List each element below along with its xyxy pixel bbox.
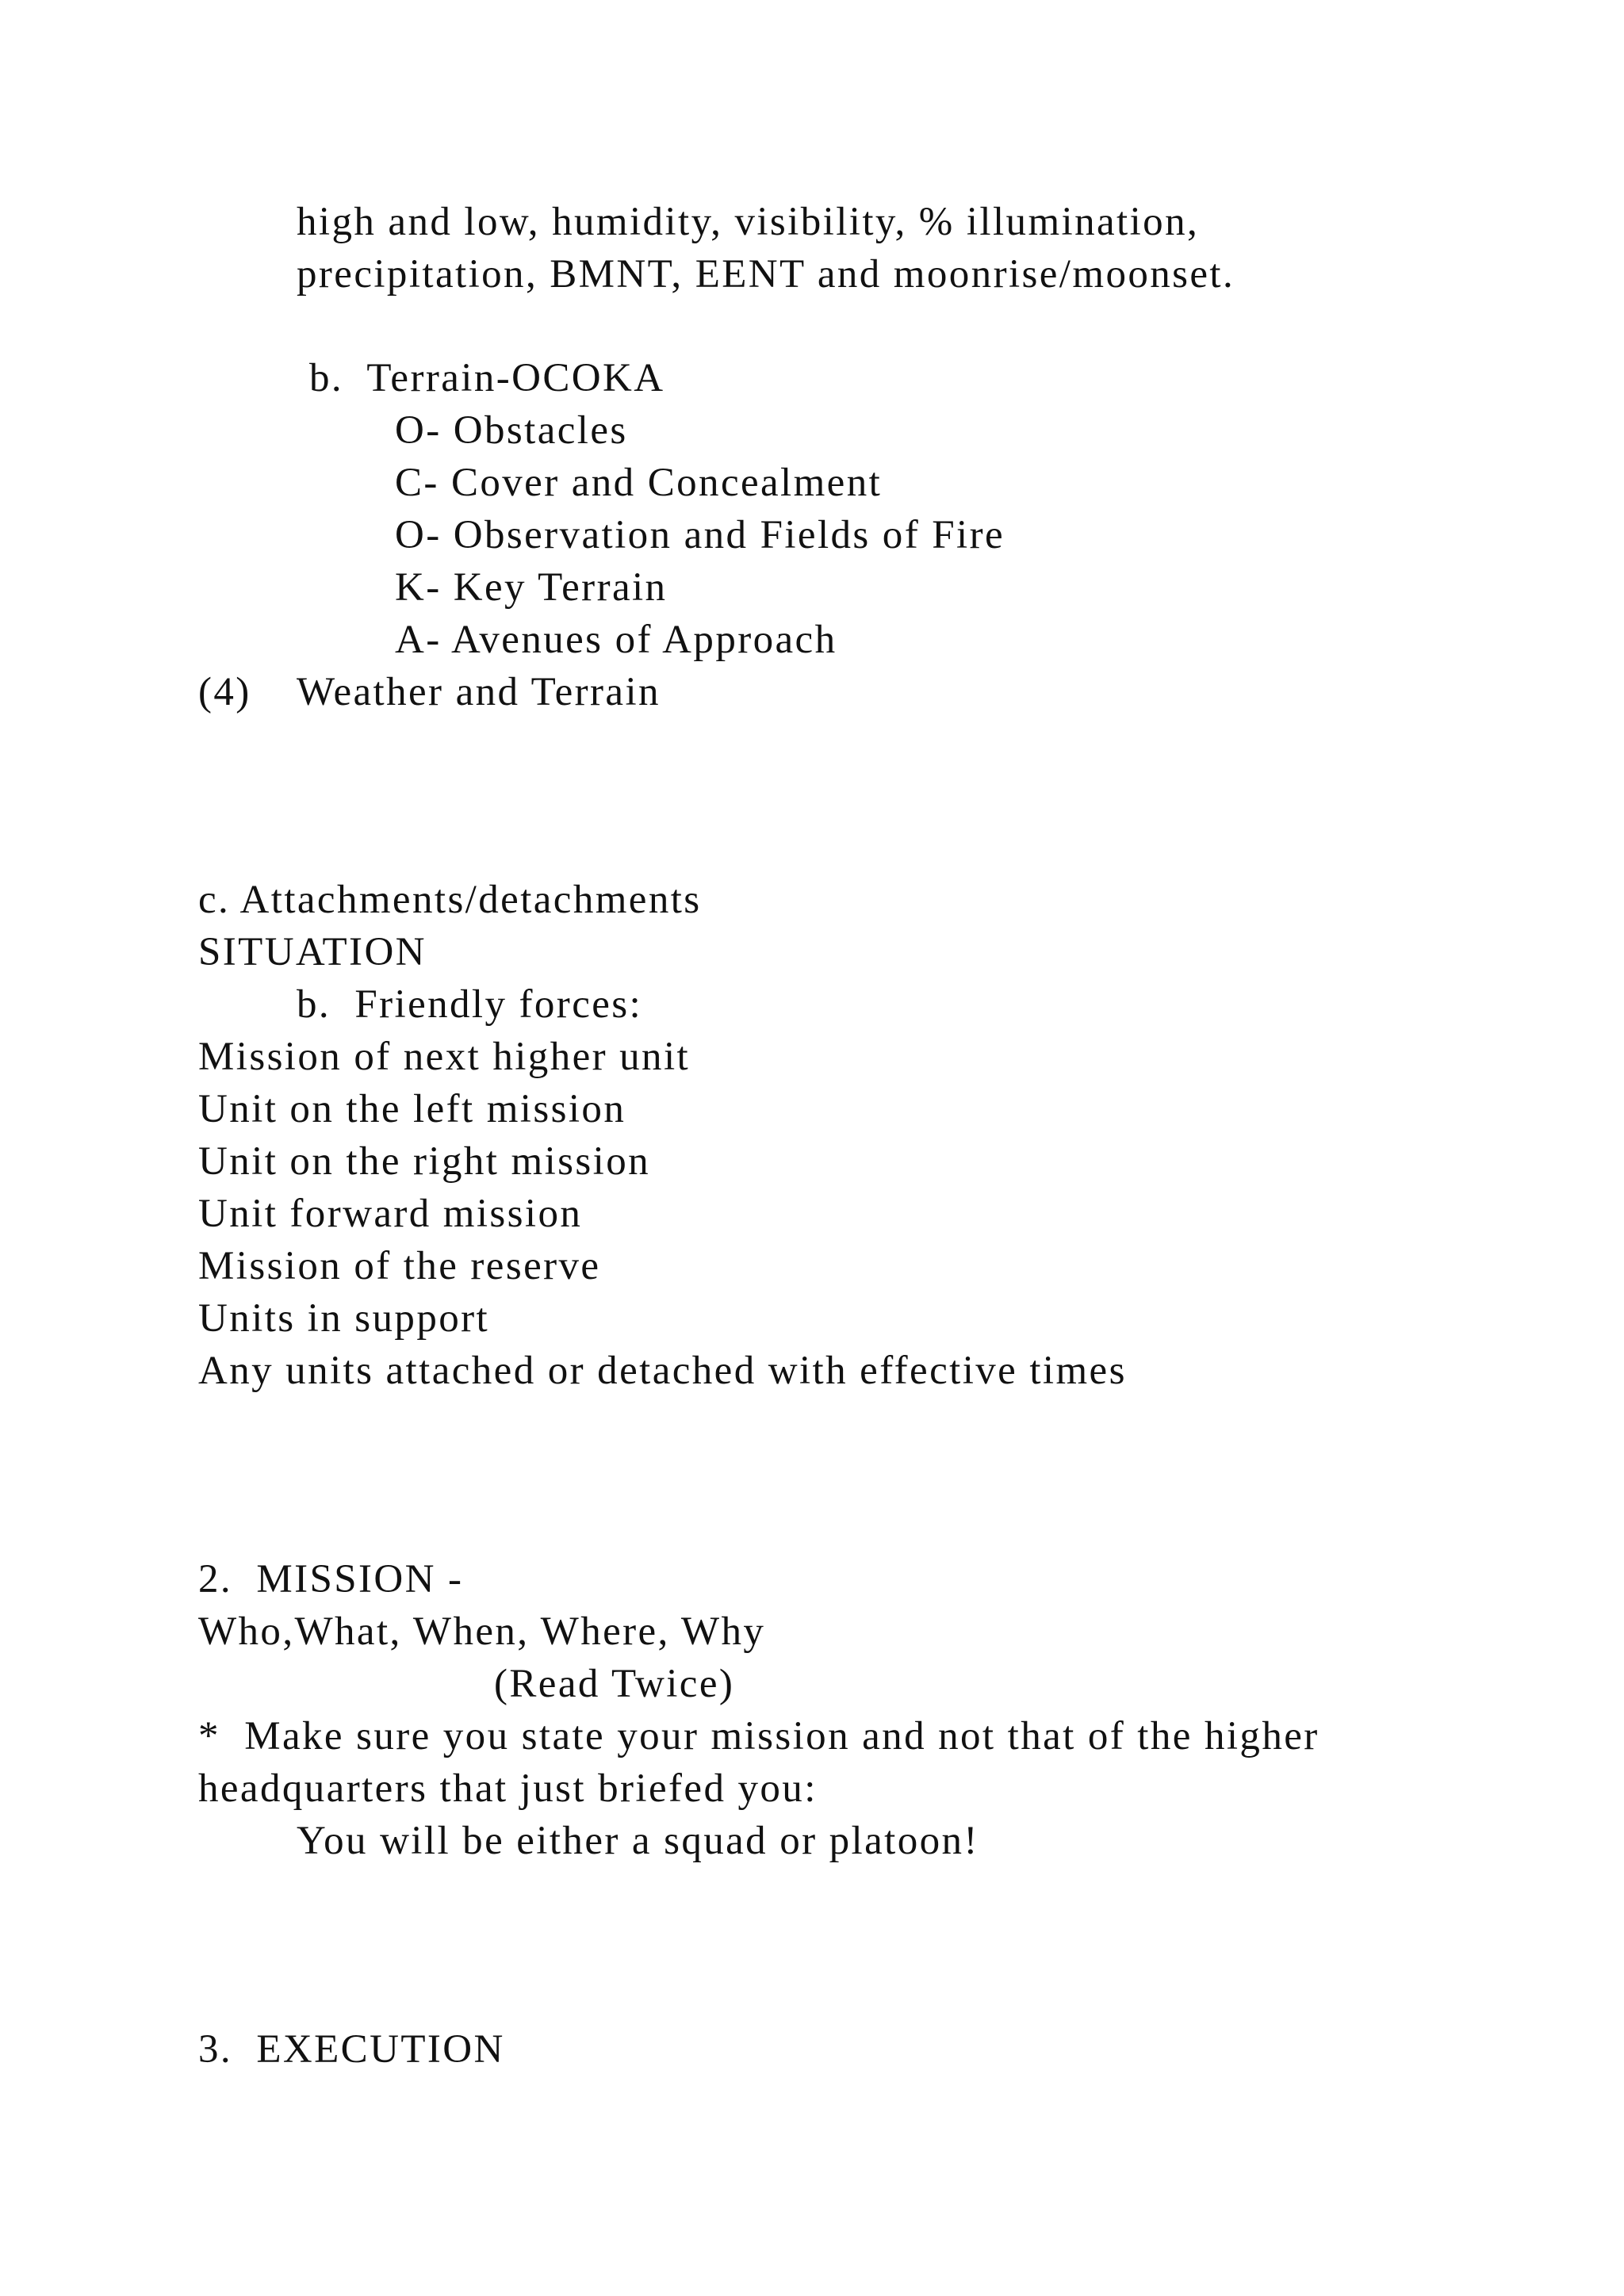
terrain-item-avenues: A- Avenues of Approach [395, 618, 837, 662]
weather-terrain-line [198, 668, 661, 716]
terrain-item-cover: C- Cover and Concealment [395, 461, 883, 505]
terrain-heading: b. Terrain-OCOKA [309, 356, 665, 400]
weather-terrain-label: Weather and Terrain [297, 670, 661, 714]
mission-read-twice: (Read Twice) [494, 1662, 735, 1706]
friendly-forces-heading: b. Friendly forces: [297, 982, 643, 1027]
friendly-item-next-higher: Mission of next higher unit [198, 1035, 691, 1079]
mission-five-w: Who,What, When, Where, Why [198, 1609, 766, 1654]
friendly-item-right: Unit on the right mission [198, 1139, 650, 1184]
friendly-item-left: Unit on the left mission [198, 1087, 626, 1131]
weather-detail-line-1: high and low, humidity, visibility, % illumination, [297, 200, 1200, 244]
friendly-item-reserve: Mission of the reserve [198, 1244, 601, 1288]
terrain-item-obstacles: O- Obstacles [395, 408, 628, 453]
terrain-item-key-terrain: K- Key Terrain [395, 565, 668, 610]
mission-title: 2. MISSION - [198, 1557, 464, 1601]
friendly-item-support: Units in support [198, 1296, 490, 1341]
friendly-item-attached: Any units attached or detached with effective times [198, 1349, 1127, 1393]
terrain-item-observation: O- Observation and Fields of Fire [395, 513, 1005, 557]
execution-title: 3. EXECUTION [198, 2027, 505, 2072]
friendly-item-forward: Unit forward mission [198, 1192, 583, 1236]
weather-detail-line-2: precipitation, BMNT, EENT and moonrise/moonset. [297, 252, 1235, 297]
mission-note-line-1: * Make sure you state your mission and not that of the higher [198, 1714, 1320, 1758]
attachments-heading: c. Attachments/detachments [198, 878, 702, 922]
situation-title: SITUATION [198, 930, 427, 974]
mission-note-line-3: You will be either a squad or platoon! [297, 1819, 979, 1863]
weather-terrain-number: (4) [198, 670, 251, 714]
mission-note-line-2: headquarters that just briefed you: [198, 1766, 818, 1811]
